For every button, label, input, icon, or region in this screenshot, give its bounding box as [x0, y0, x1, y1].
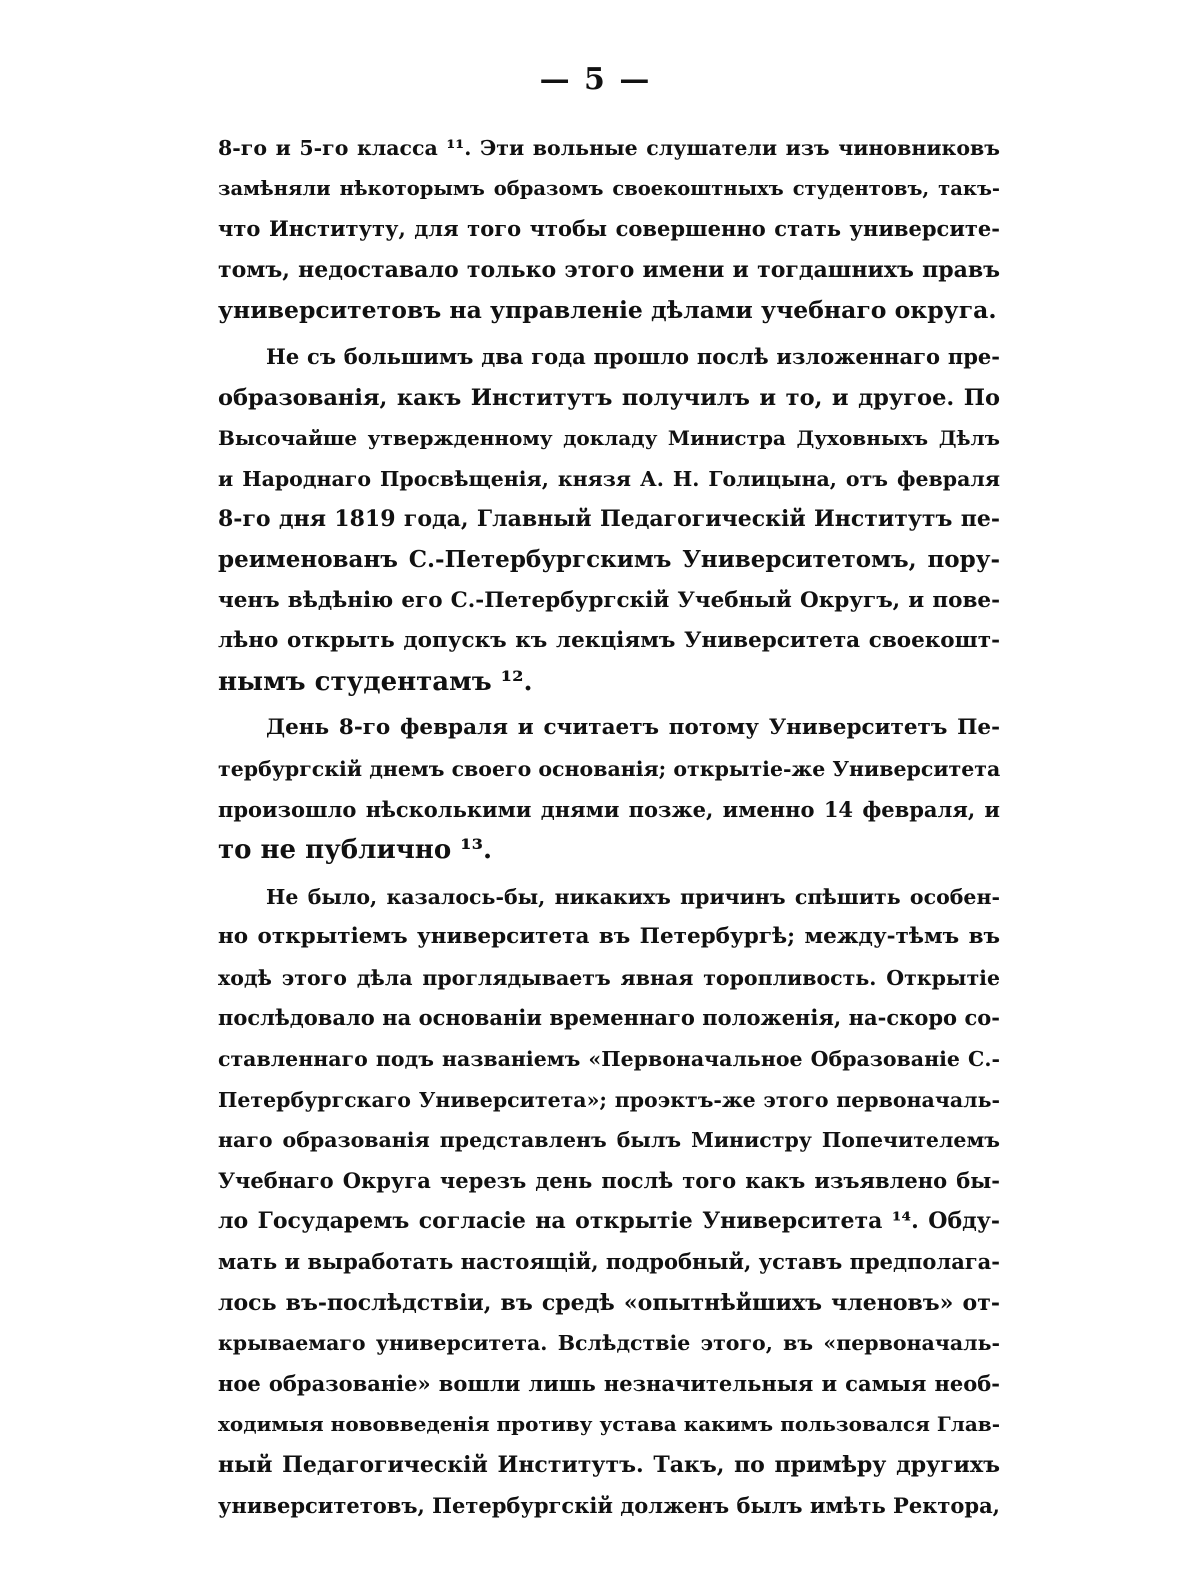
text-line: послѣдовало на основаніи временнаго положенія, на-скоро со- [218, 1005, 1000, 1031]
text-line: тербургскій днемъ своего основанія; открытіе-же Университета [218, 756, 1000, 781]
text-line: ходѣ этого дѣла проглядываетъ явная торопливость. Открытіе [218, 965, 1000, 990]
text-line: то не публично ¹³. [218, 835, 493, 866]
text-line: но открытіемъ университета въ Петербургѣ; между-тѣмъ въ [218, 924, 1000, 950]
text-line: Не было, казалось-бы, никакихъ причинъ спѣшить особен- [266, 884, 1000, 909]
text-line: ло Государемъ согласіе на открытіе Университета ¹⁴. Обду- [218, 1208, 1000, 1235]
text-line: ный Педагогическій Институтъ. Такъ, по примѣру другихъ [218, 1452, 1000, 1478]
text-line: университетовъ, Петербургскій долженъ былъ имѣть Ректора, [218, 1492, 1000, 1518]
text-line: произошло нѣсколькими днями позже, именно 14 февраля, и [218, 796, 1000, 822]
text-line: ходимыя нововведенія противу устава какимъ пользовался Глав- [218, 1412, 1000, 1437]
text-line: лось въ-послѣдствіи, въ средѣ «опытнѣйшихъ членовъ» от- [218, 1289, 1000, 1316]
text-line: наго образованія представленъ былъ Министру Попечителемъ [218, 1128, 1000, 1153]
text-line: лѣно открыть допускъ къ лекціямъ Университета своекошт- [218, 628, 1000, 654]
text-line: нымъ студентамъ ¹². [218, 666, 533, 697]
paragraph [218, 128, 1000, 331]
text-line: Петербургскаго Университета»; проэктъ-же этого первоначаль- [218, 1087, 1000, 1112]
body-text [218, 128, 1000, 1526]
text-line: университетовъ на управленіе дѣлами учебнаго округа. [218, 296, 997, 325]
paragraph [218, 337, 1000, 702]
text-line: образованія, какъ Институтъ получилъ и то, и другое. По [218, 384, 1000, 411]
text-line: что Институту, для того чтобы совершенно стать университе- [218, 216, 1000, 242]
text-line: День 8-го февраля и считаетъ потому Университетъ Пе- [266, 715, 1000, 741]
text-line: ставленнаго подъ названіемъ «Первоначальное Образованіе С.- [218, 1047, 1000, 1072]
paragraph [218, 877, 1000, 1527]
text-line: Учебнаго Округа черезъ день послѣ того какъ изъявлено бы- [218, 1167, 1000, 1193]
text-line: мать и выработать настоящій, подробный, уставъ предполага- [218, 1249, 1000, 1275]
text-line: реименованъ С.-Петербургскимъ Университетомъ, пору- [218, 545, 1000, 573]
text-line: 8-го и 5-го класса ¹¹. Эти вольные слушатели изъ чиновниковъ [218, 136, 1000, 160]
text-line: ченъ вѣдѣнію его С.-Петербургскій Учебный Округъ, и пове- [218, 587, 1000, 613]
text-line: крываемаго университета. Вслѣдствіе этого, въ «первоначаль- [218, 1331, 1000, 1356]
text-line: Не съ большимъ два года прошло послѣ изложеннаго пре- [266, 343, 1000, 369]
text-line: Высочайше утвержденному докладу Министра Духовныхъ Дѣлъ [218, 426, 1000, 451]
paragraph [218, 708, 1000, 870]
text-line: ное образованіе» вошли лишь незначительныя и самыя необ- [218, 1370, 1000, 1396]
text-line: томъ, недоставало только этого имени и тогдашнихъ правъ [218, 256, 1000, 283]
text-line: 8-го дня 1819 года, Главный Педагогическій Институтъ пе- [218, 506, 1000, 533]
text-line: замѣняли нѣкоторымъ образомъ своекоштныхъ студентовъ, такъ- [218, 176, 1000, 200]
text-line: и Народнаго Просвѣщенія, князя А. Н. Голицына, отъ февраля [218, 466, 1000, 491]
page-number: — 5 — [539, 62, 652, 97]
